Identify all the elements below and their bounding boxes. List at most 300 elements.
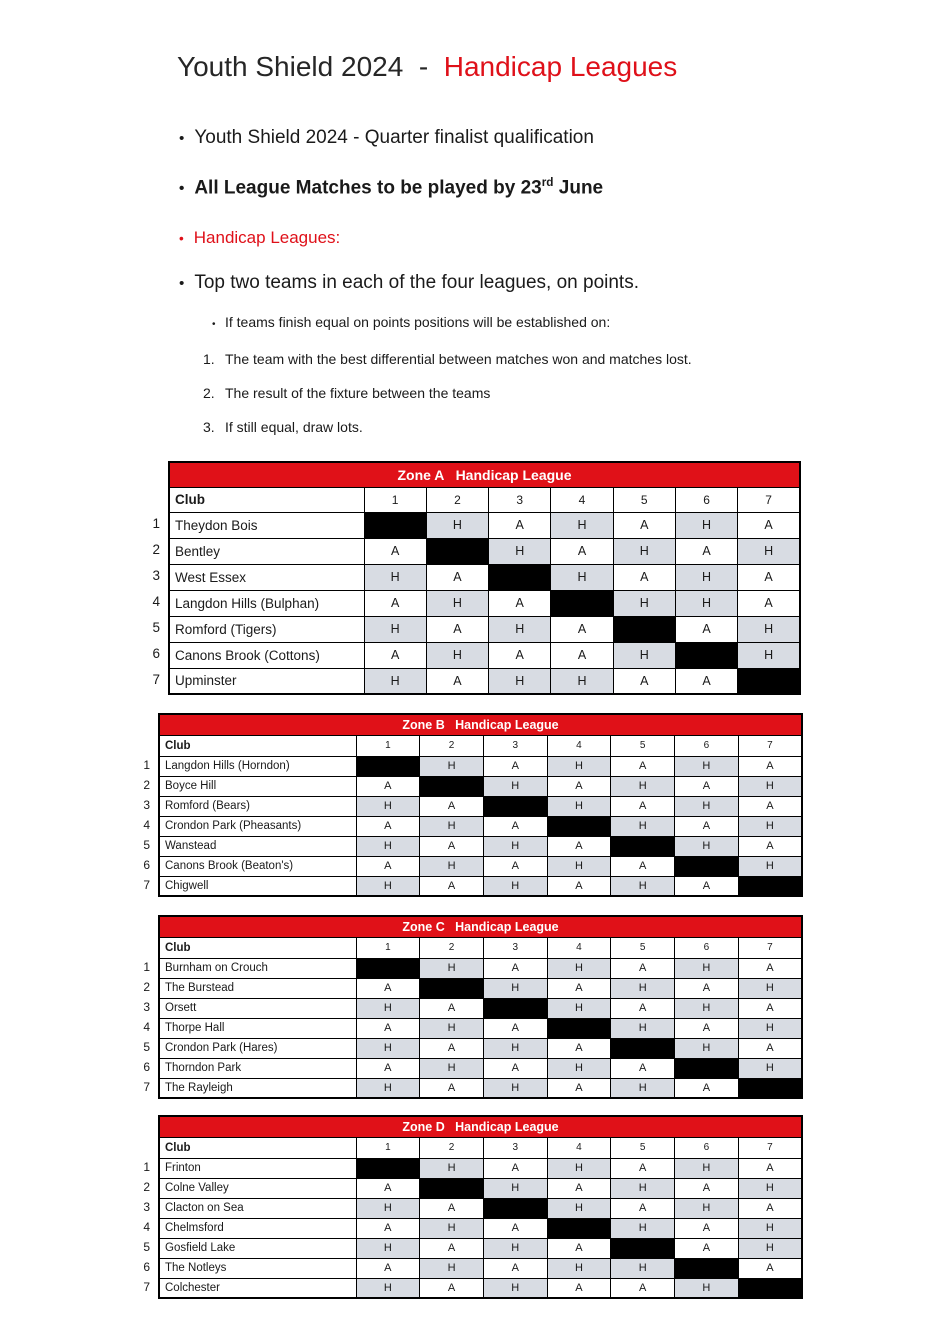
diagonal-cell [738,876,802,896]
diagonal-cell [483,998,547,1018]
fixture-cell: A [611,856,675,876]
row-number: 1 [152,516,160,531]
fixture-cell: A [483,1058,547,1078]
fixture-cell: H [611,1078,675,1098]
club-name: Chelmsford [159,1218,356,1238]
fixture-cell: H [738,1178,802,1198]
row-number: 4 [152,594,160,609]
table-row [169,564,800,590]
bullet-quarter-finalist [179,127,594,149]
club-name: Boyce Hill [159,776,356,796]
fixture-cell: A [611,958,675,978]
table-row [159,1038,802,1058]
fixture-cell: H [611,1018,675,1038]
fixture-cell: H [483,776,547,796]
row-number: 3 [143,798,150,812]
club-name: Crondon Park (Hares) [159,1038,356,1058]
table-row [159,1198,802,1218]
round-column-header: 2 [426,487,488,512]
fixture-cell: H [551,512,613,538]
fixture-cell: A [738,756,802,776]
fixture-cell: A [547,1038,611,1058]
row-number: 3 [143,1000,150,1014]
fixture-cell: A [675,816,739,836]
fixture-cell: H [420,958,484,978]
fixture-cell: H [420,856,484,876]
row-number: 4 [143,1020,150,1034]
club-name: Thorpe Hall [159,1018,356,1038]
table-row [159,1078,802,1098]
diagonal-cell [483,1198,547,1218]
tiebreak-criteria [203,314,692,453]
fixture-cell: H [547,856,611,876]
bullet-text [194,176,603,199]
diagonal-cell [738,1278,802,1298]
fixture-cell: A [489,590,551,616]
table-row [169,616,800,642]
deadline-text: All League Matches to be played by 23 [194,177,542,199]
diagonal-cell [675,1258,739,1278]
fixture-cell: A [356,1018,420,1038]
row-number: 2 [143,778,150,792]
round-column-header: 2 [420,937,484,958]
fixture-cell: H [356,998,420,1018]
fixture-cell: A [738,836,802,856]
club-name: Gosfield Lake [159,1238,356,1258]
round-column-header: 4 [547,735,611,756]
fixture-cell: A [611,1058,675,1078]
fixture-cell: H [738,616,800,642]
zone-b-fixture-grid [158,713,803,897]
fixture-cell: A [547,1238,611,1258]
fixture-cell: A [420,1238,484,1258]
table-row [169,512,800,538]
fixture-cell: H [547,1058,611,1078]
fixture-cell: H [547,958,611,978]
table-row [169,642,800,668]
diagonal-cell [675,856,739,876]
fixture-cell: H [611,776,675,796]
row-number: 4 [143,1220,150,1234]
fixture-cell: H [426,512,488,538]
fixture-cell: A [483,856,547,876]
row-number: 7 [143,1080,150,1094]
table-row [159,978,802,998]
fixture-cell: H [356,836,420,856]
fixture-cell: H [489,668,551,694]
round-column-header: 4 [547,1137,611,1158]
fixture-cell: H [356,1198,420,1218]
diagonal-cell [738,668,800,694]
criteria-item-2 [203,385,692,401]
deadline-month: June [553,177,604,199]
fixture-cell: H [551,564,613,590]
table-row [169,668,800,694]
table-row [159,756,802,776]
fixture-cell: A [738,512,800,538]
club-name: Burnham on Crouch [159,958,356,978]
fixture-cell: H [547,756,611,776]
fixture-cell: A [426,668,488,694]
bullet-text: Youth Shield 2024 - Quarter finalist qualification [194,127,594,148]
fixture-cell: H [738,978,802,998]
fixture-cell: H [356,1238,420,1258]
fixture-cell: H [356,1278,420,1298]
club-name: Bentley [169,538,364,564]
zone-c-row-numbers [128,957,150,1097]
diagonal-cell [611,1238,675,1258]
fixture-cell: A [356,1218,420,1238]
row-number: 2 [152,542,160,557]
round-column-header: 3 [489,487,551,512]
zone-table-title: Zone D Handicap League [159,1116,802,1137]
round-column-header: 5 [611,735,675,756]
row-number: 5 [143,838,150,852]
fixture-cell: H [675,836,739,856]
fixture-cell: A [675,1018,739,1038]
fixture-cell: A [738,564,800,590]
fixture-cell: H [483,1078,547,1098]
fixture-cell: H [547,1198,611,1218]
fixture-cell: H [675,590,737,616]
diagonal-cell [611,836,675,856]
fixture-cell: H [611,1258,675,1278]
fixture-cell: H [675,1278,739,1298]
round-column-header: 6 [675,937,739,958]
fixture-cell: A [364,538,426,564]
fixture-cell: A [675,1178,739,1198]
item-number: 3. [203,419,215,435]
table-row [169,538,800,564]
row-number: 6 [143,858,150,872]
fixture-cell: H [547,998,611,1018]
fixture-cell: A [675,978,739,998]
round-column-header: 6 [675,1137,739,1158]
fixture-cell: A [551,616,613,642]
club-name: Crondon Park (Pheasants) [159,816,356,836]
row-number: 1 [143,758,150,772]
round-column-header: 5 [613,487,675,512]
fixture-cell: A [489,512,551,538]
diagonal-cell [426,538,488,564]
fixture-cell: H [356,796,420,816]
round-column-header: 1 [364,487,426,512]
fixture-cell: H [420,1258,484,1278]
fixture-cell: A [483,1158,547,1178]
table-row [159,1218,802,1238]
club-name: Orsett [159,998,356,1018]
club-name: Upminster [169,668,364,694]
table-row [159,958,802,978]
row-number: 6 [143,1060,150,1074]
round-column-header: 3 [483,1137,547,1158]
fixture-cell: H [426,590,488,616]
fixture-cell: A [738,958,802,978]
fixture-cell: H [738,1018,802,1038]
zone-d-table [143,1115,803,1299]
fixture-cell: H [364,616,426,642]
fixture-cell: A [356,1178,420,1198]
fixture-cell: A [675,876,739,896]
diagonal-cell [611,1038,675,1058]
fixture-cell: H [483,1278,547,1298]
fixture-cell: A [547,1078,611,1098]
fixture-cell: H [356,876,420,896]
fixture-cell: H [489,538,551,564]
club-name: Langdon Hills (Bulphan) [169,590,364,616]
fixture-cell: A [675,776,739,796]
fixture-cell: H [613,538,675,564]
fixture-cell: A [483,1018,547,1038]
diagonal-cell [738,1078,802,1098]
round-column-header: 3 [483,735,547,756]
fixture-cell: A [426,616,488,642]
diagonal-cell [420,776,484,796]
fixture-cell: A [738,590,800,616]
fixture-cell: A [364,590,426,616]
fixture-cell: H [675,796,739,816]
zone-table-title: Zone A Handicap League [169,462,800,487]
club-name: Wanstead [159,836,356,856]
fixture-cell: A [547,876,611,896]
fixture-cell: A [356,978,420,998]
zone-d-fixture-grid [158,1115,803,1299]
table-row [159,1158,802,1178]
fixture-cell: H [483,978,547,998]
fixture-cell: H [420,756,484,776]
diagonal-cell [551,590,613,616]
fixture-cell: H [483,876,547,896]
row-number: 5 [152,620,160,635]
fixture-cell: H [420,816,484,836]
table-row [159,1278,802,1298]
diagonal-cell [356,958,420,978]
table-row [159,796,802,816]
round-column-header: 1 [356,1137,420,1158]
criteria-item-1 [203,351,692,367]
fixture-cell: H [483,1178,547,1198]
fixture-cell: A [738,1198,802,1218]
fixture-cell: A [420,876,484,896]
fixture-cell: H [738,856,802,876]
fixture-cell: A [356,816,420,836]
row-number: 3 [152,568,160,583]
round-column-header: 7 [738,1137,802,1158]
fixture-cell: A [611,1158,675,1178]
round-column-header: 3 [483,937,547,958]
fixture-cell: A [356,856,420,876]
zone-table-title: Zone C Handicap League [159,916,802,937]
fixture-cell: H [613,590,675,616]
fixture-cell: A [489,642,551,668]
round-column-header: 1 [356,937,420,958]
item-number: 1. [203,351,215,367]
table-row [159,836,802,856]
diagonal-cell [356,756,420,776]
round-column-header: 7 [738,487,800,512]
zone-c-fixture-grid [158,915,803,1099]
fixture-cell: A [356,1258,420,1278]
criteria-item-3 [203,419,692,435]
fixture-cell: H [738,1058,802,1078]
club-column-header: Club [159,735,356,756]
fixture-cell: A [420,836,484,856]
fixture-cell: A [483,1258,547,1278]
table-row [159,1058,802,1078]
fixture-cell: H [675,512,737,538]
round-column-header: 7 [738,937,802,958]
club-name: The Burstead [159,978,356,998]
fixture-cell: H [420,1218,484,1238]
club-name: Theydon Bois [169,512,364,538]
zone-a-row-numbers [138,511,160,693]
row-number: 5 [143,1040,150,1054]
fixture-cell: A [611,796,675,816]
fixture-cell: H [675,958,739,978]
fixture-cell: A [547,978,611,998]
fixture-cell: H [675,1038,739,1058]
round-column-header: 2 [420,1137,484,1158]
club-name: Romford (Tigers) [169,616,364,642]
row-number: 5 [143,1240,150,1254]
fixture-cell: H [675,1158,739,1178]
bullet-icon: • [179,231,184,246]
fixture-cell: A [547,836,611,856]
club-column-header: Club [159,1137,356,1158]
fixture-cell: A [483,756,547,776]
club-name: Langdon Hills (Horndon) [159,756,356,776]
fixture-cell: H [426,642,488,668]
club-name: Chigwell [159,876,356,896]
table-row [159,776,802,796]
row-number: 6 [152,646,160,661]
table-row [159,1018,802,1038]
diagonal-cell [547,1018,611,1038]
round-column-header: 5 [611,937,675,958]
fixture-cell: A [420,1078,484,1098]
fixture-cell: H [420,1058,484,1078]
fixture-cell: A [613,668,675,694]
fixture-cell: A [356,1058,420,1078]
fixture-cell: A [611,1198,675,1218]
club-name: The Rayleigh [159,1078,356,1098]
fixture-cell: A [426,564,488,590]
title-accent-text: Handicap Leagues [443,51,678,82]
fixture-cell: H [547,1158,611,1178]
zone-b-row-numbers [128,755,150,895]
bullet-text: Handicap Leagues: [193,228,341,247]
row-number: 7 [143,878,150,892]
fixture-cell: A [551,538,613,564]
club-name: Clacton on Sea [159,1198,356,1218]
criteria-intro-line [203,314,692,333]
fixture-cell: H [364,668,426,694]
bullet-text: Top two teams in each of the four leagues, on points. [194,272,639,293]
title-text: Youth Shield 2024 - [177,51,444,82]
club-name: Frinton [159,1158,356,1178]
row-number: 2 [143,1180,150,1194]
fixture-cell: H [356,1078,420,1098]
round-column-header: 4 [547,937,611,958]
fixture-cell: A [611,756,675,776]
club-name: Canons Brook (Beaton's) [159,856,356,876]
fixture-cell: A [611,1278,675,1298]
fixture-cell: H [611,1178,675,1198]
fixture-cell: H [547,1258,611,1278]
round-column-header: 7 [738,735,802,756]
fixture-cell: H [489,616,551,642]
fixture-cell: A [483,1218,547,1238]
fixture-cell: A [420,1038,484,1058]
bullet-deadline [179,176,603,199]
club-name: Romford (Bears) [159,796,356,816]
fixture-cell: H [551,668,613,694]
table-row [169,590,800,616]
fixture-cell: A [547,776,611,796]
fixture-cell: A [675,668,737,694]
table-row [159,1258,802,1278]
item-text: The result of the fixture between the teams [225,385,491,401]
table-row [159,998,802,1018]
club-name: Colchester [159,1278,356,1298]
fixture-cell: A [675,1238,739,1258]
club-column-header: Club [169,487,364,512]
item-text: The team with the best differential between matches won and matches lost. [225,351,692,367]
club-column-header: Club [159,937,356,958]
club-name: The Notleys [159,1258,356,1278]
row-number: 6 [143,1260,150,1274]
fixture-cell: H [738,538,800,564]
sub-bullet-icon: • [212,319,216,330]
ordinal-superscript: rd [541,176,554,189]
diagonal-cell [489,564,551,590]
row-number: 7 [143,1280,150,1294]
fixture-cell: A [420,796,484,816]
fixture-cell: H [738,776,802,796]
fixture-cell: A [675,1218,739,1238]
criteria-intro-text: If teams finish equal on points positions will be established on: [225,314,611,330]
fixture-cell: H [483,836,547,856]
fixture-cell: A [675,616,737,642]
fixture-cell: A [738,1038,802,1058]
club-name: West Essex [169,564,364,590]
fixture-cell: A [551,642,613,668]
fixture-cell: H [611,816,675,836]
fixture-cell: A [420,1278,484,1298]
fixture-cell: H [483,1038,547,1058]
bullet-icon: • [179,180,185,198]
fixture-cell: A [738,1158,802,1178]
diagonal-cell [483,796,547,816]
fixture-cell: A [420,1198,484,1218]
table-row [159,876,802,896]
fixture-cell: A [420,998,484,1018]
fixture-cell: A [356,776,420,796]
fixture-cell: A [613,512,675,538]
fixture-cell: H [738,1238,802,1258]
fixture-cell: A [611,998,675,1018]
page-title [177,51,677,83]
round-column-header: 5 [611,1137,675,1158]
item-text: If still equal, draw lots. [225,419,363,435]
fixture-cell: H [738,642,800,668]
fixture-cell: A [675,538,737,564]
club-name: Thorndon Park [159,1058,356,1078]
fixture-cell: A [547,1178,611,1198]
fixture-cell: A [675,1078,739,1098]
bullet-handicap-leagues [179,228,340,248]
diagonal-cell [547,1218,611,1238]
